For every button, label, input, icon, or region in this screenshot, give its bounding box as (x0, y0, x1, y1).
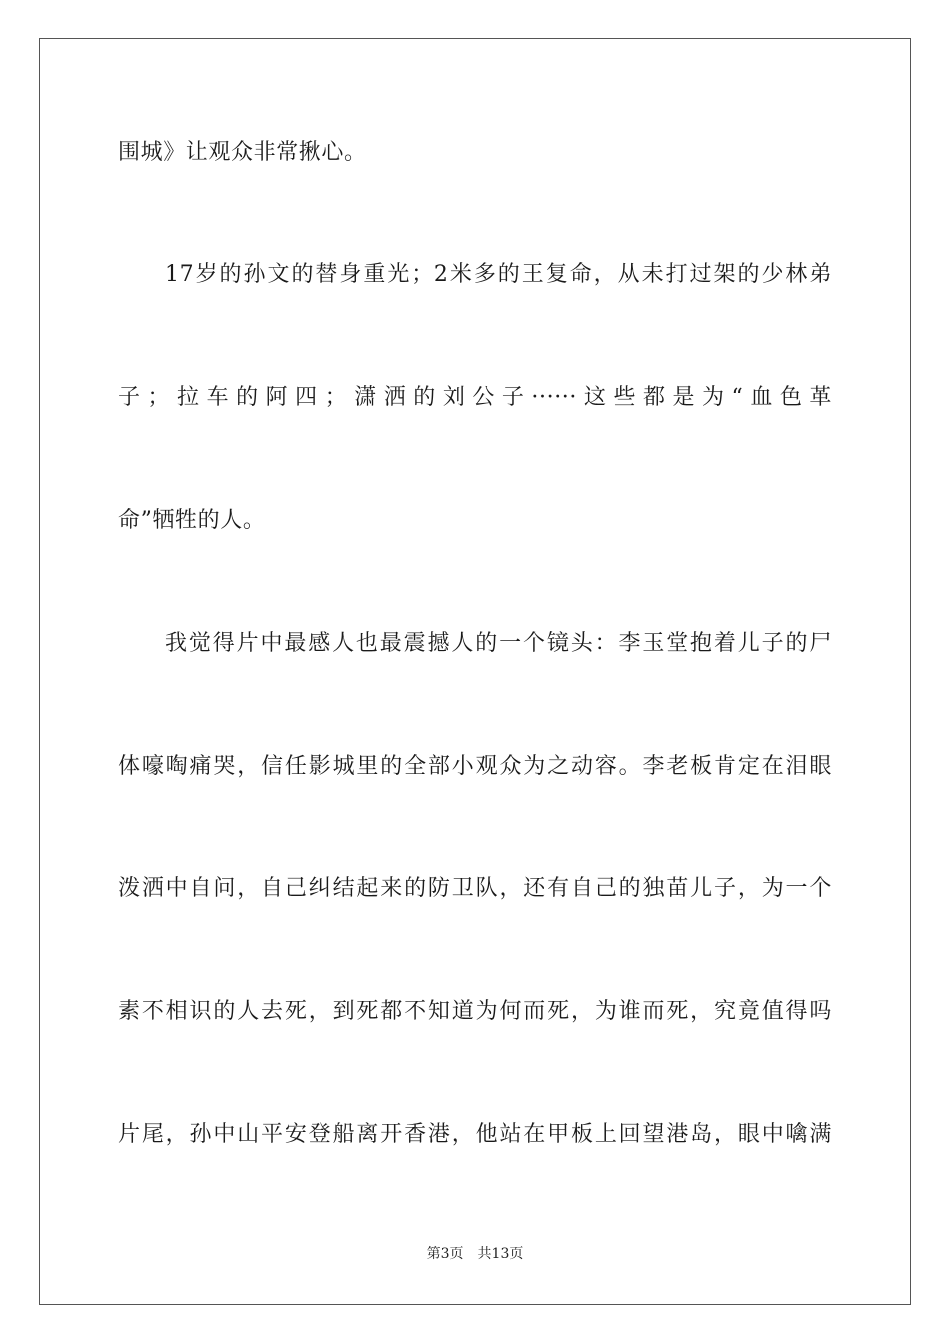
paragraph-line-4: 命”牺牲的人。 (118, 508, 266, 533)
paragraph-line-7: 泼洒中自问，自己纠结起来的防卫队，还有自己的独苗儿子，为一个 (118, 876, 832, 901)
paragraph-line-2: 17岁的孙文的替身重光；2米多的王复命，从未打过架的少林弟 (165, 262, 832, 287)
paragraph-line-9: 片尾，孙中山平安登船离开香港，他站在甲板上回望港岛，眼中噙满 (118, 1122, 832, 1147)
paragraph-line-5: 我觉得片中最感人也最震撼人的一个镜头：李玉堂抱着儿子的尸 (165, 631, 832, 656)
page-number: 第3页 (426, 1246, 464, 1262)
paragraph-line-1: 围城》让观众非常揪心。 (118, 140, 367, 165)
paragraph-line-6: 体嚎啕痛哭，信任影城里的全部小观众为之动容。李老板肯定在泪眼 (118, 754, 832, 779)
page-border (39, 38, 911, 1305)
page-total: 共13页 (477, 1246, 524, 1262)
paragraph-line-3: 子；拉车的阿四；潇洒的刘公子······这些都是为“血色革 (118, 385, 832, 410)
paragraph-line-8: 素不相识的人去死，到死都不知道为何而死，为谁而死，究竟值得吗 (118, 999, 832, 1024)
page-footer (0, 1244, 950, 1264)
